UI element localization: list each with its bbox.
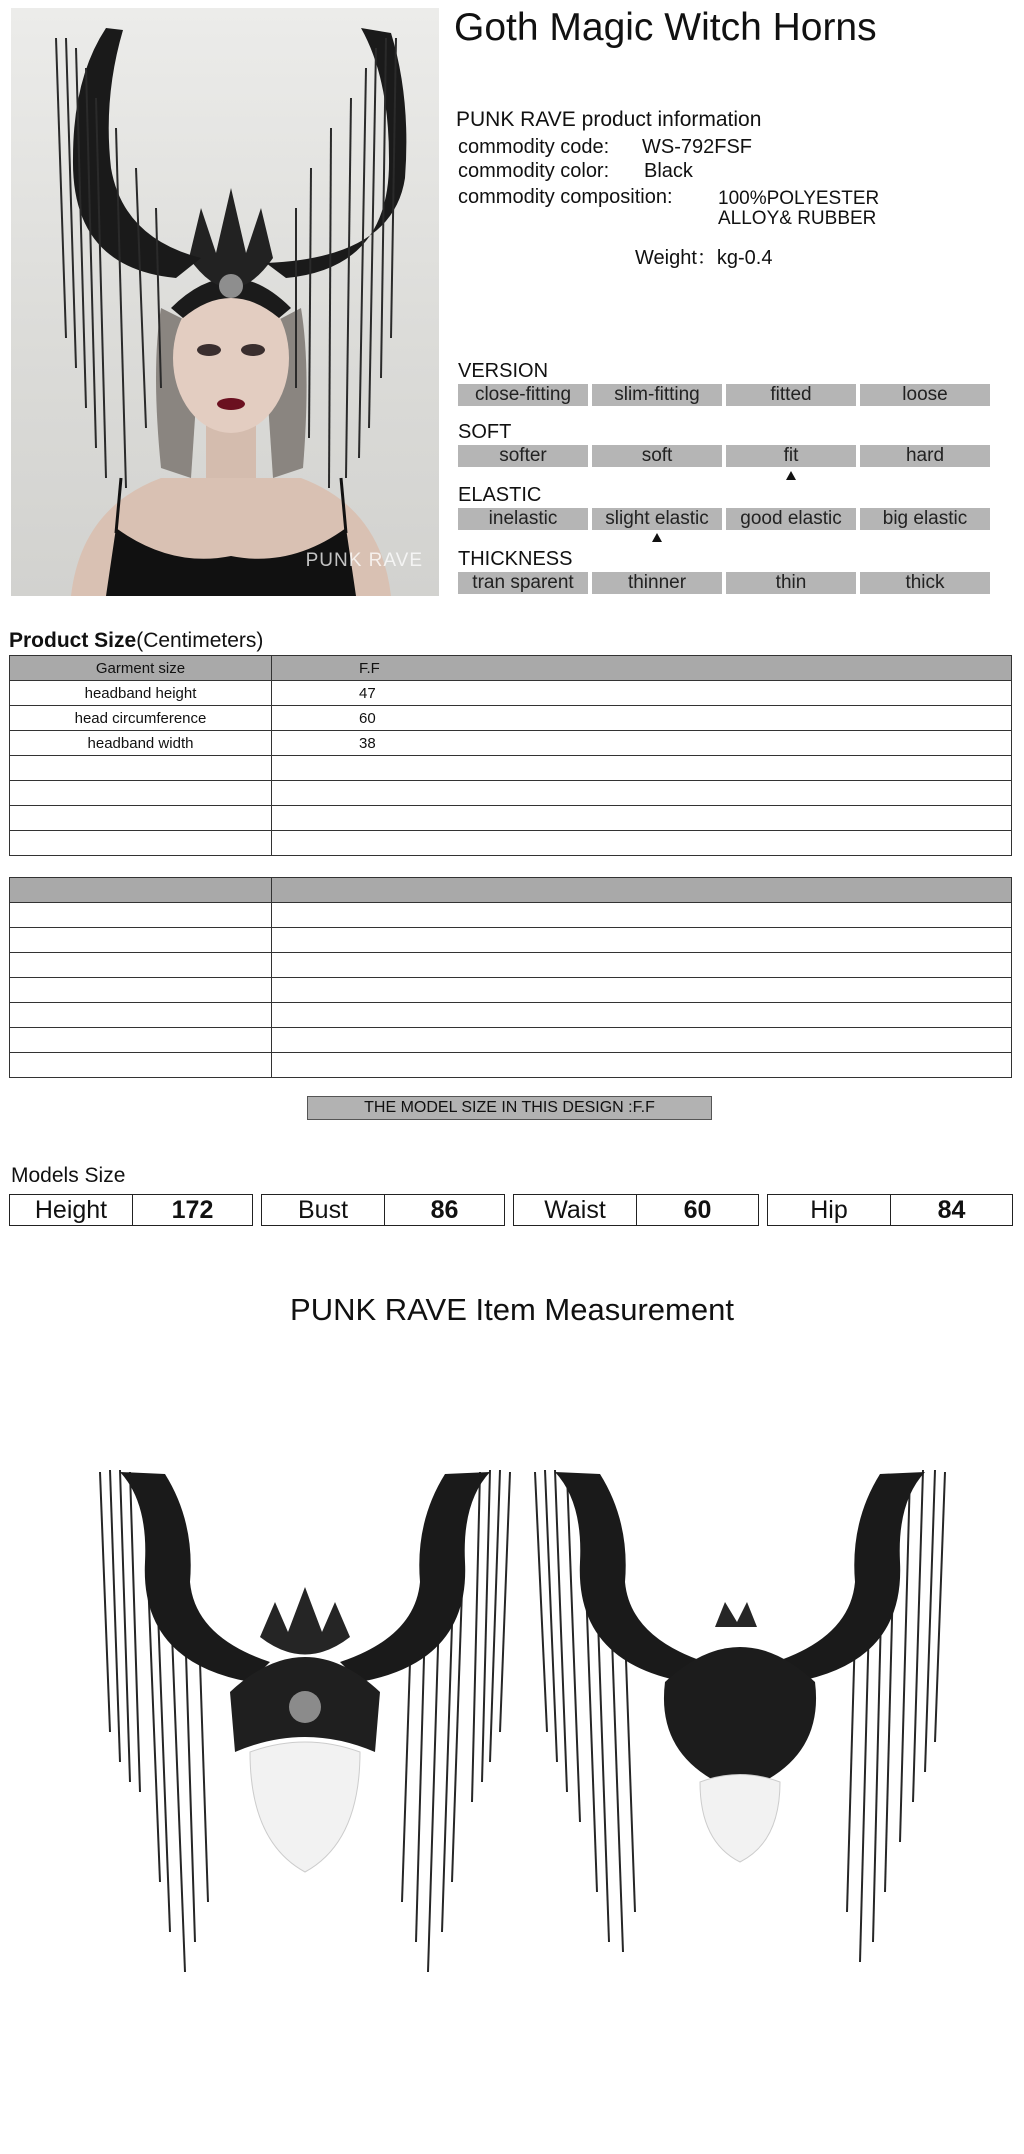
empty-cell [272, 903, 1012, 928]
product-size-title [9, 629, 263, 653]
empty-cell [272, 781, 1012, 806]
thickness-label: THICKNESS [458, 548, 573, 570]
table-row [10, 1053, 1012, 1078]
color-row [458, 160, 878, 184]
thickness-option: thinner [592, 572, 722, 594]
version-label: VERSION [458, 360, 549, 382]
product-size-heading: Product Size [9, 629, 137, 652]
composition-label: commodity composition: [458, 186, 673, 208]
model-size-banner: THE MODEL SIZE IN THIS DESIGN :F.F [307, 1096, 712, 1120]
version-option: fitted [726, 384, 856, 406]
model-wearing-horns-illustration [11, 8, 439, 596]
empty-cell [272, 1003, 1012, 1028]
row-label: headband width [10, 731, 272, 756]
thickness-option: thin [726, 572, 856, 594]
table-row [10, 1028, 1012, 1053]
row-value: 47 [272, 681, 1012, 706]
empty-cell [272, 1028, 1012, 1053]
empty-cell [272, 831, 1012, 856]
info-heading: PUNK RAVE product information [456, 108, 762, 131]
elastic-option: slight elastic [592, 508, 722, 530]
code-label: commodity code: [458, 136, 610, 158]
product-size-unit: (Centimeters) [136, 629, 264, 652]
elastic-option: good elastic [726, 508, 856, 530]
size-table-header [10, 656, 1012, 681]
elastic-option: inelastic [458, 508, 588, 530]
row-value: 60 [272, 706, 1012, 731]
measurement-title: PUNK RAVE Item Measurement [290, 1292, 734, 1327]
elastic-selected-marker [652, 533, 662, 542]
blank-size-table [9, 877, 1012, 1078]
soft-label: SOFT [458, 421, 512, 443]
header-cell: F.F [272, 656, 1012, 681]
waist-value: 60 [636, 1194, 759, 1226]
empty-cell [10, 1003, 272, 1028]
empty-cell [10, 953, 272, 978]
version-option: close-fitting [458, 384, 588, 406]
soft-option: soft [592, 445, 722, 467]
hip-value: 84 [890, 1194, 1013, 1226]
empty-cell [272, 756, 1012, 781]
table-row [10, 681, 1012, 706]
models-size-title: Models Size [11, 1164, 126, 1187]
table-row [10, 731, 1012, 756]
color-label: commodity color: [458, 160, 610, 182]
table-row [10, 953, 1012, 978]
composition-row [458, 186, 908, 234]
bust-label: Bust [261, 1194, 385, 1226]
empty-cell [10, 806, 272, 831]
table-row [10, 756, 1012, 781]
empty-cell [10, 831, 272, 856]
soft-option: fit [726, 445, 856, 467]
table-row [10, 831, 1012, 856]
empty-cell [10, 978, 272, 1003]
empty-cell [272, 953, 1012, 978]
soft-selected-marker [786, 471, 796, 480]
table-row [10, 1003, 1012, 1028]
soft-option: softer [458, 445, 588, 467]
composition-line-2: ALLOY& RUBBER [718, 208, 877, 229]
photo-watermark: PUNK RAVE [305, 550, 423, 571]
thickness-option: tran sparent [458, 572, 588, 594]
product-photo [11, 8, 439, 596]
table-row [10, 806, 1012, 831]
table-row [10, 781, 1012, 806]
empty-cell [10, 781, 272, 806]
empty-cell [272, 806, 1012, 831]
row-label: headband height [10, 681, 272, 706]
version-option: loose [860, 384, 990, 406]
horns-front-view-image [90, 1462, 520, 1982]
horns-back-view-image [525, 1462, 955, 1982]
height-value: 172 [132, 1194, 253, 1226]
composition-line-1: 100%POLYESTER [718, 188, 880, 209]
empty-cell [10, 928, 272, 953]
bust-value: 86 [384, 1194, 505, 1226]
elastic-label: ELASTIC [458, 484, 542, 506]
empty-cell [272, 878, 1012, 903]
table-row [10, 978, 1012, 1003]
elastic-option: big elastic [860, 508, 990, 530]
soft-option: hard [860, 445, 990, 467]
empty-cell [10, 1028, 272, 1053]
thickness-option: thick [860, 572, 990, 594]
weight: Weight：kg-0.4 [635, 247, 773, 269]
row-value: 38 [272, 731, 1012, 756]
empty-cell [272, 978, 1012, 1003]
table-row [10, 706, 1012, 731]
empty-cell [10, 878, 272, 903]
empty-cell [10, 903, 272, 928]
version-option: slim-fitting [592, 384, 722, 406]
height-label: Height [9, 1194, 133, 1226]
empty-cell [272, 1053, 1012, 1078]
product-title: Goth Magic Witch Horns [454, 6, 877, 49]
code-value: WS-792FSF [642, 136, 753, 158]
hip-label: Hip [767, 1194, 891, 1226]
empty-cell [272, 928, 1012, 953]
header-cell: Garment size [10, 656, 272, 681]
table-row [10, 928, 1012, 953]
table-row [10, 903, 1012, 928]
color-value: Black [644, 160, 693, 182]
empty-cell [10, 1053, 272, 1078]
size-table [9, 655, 1012, 856]
empty-cell [10, 756, 272, 781]
blank-table-header [10, 878, 1012, 903]
row-label: head circumference [10, 706, 272, 731]
waist-label: Waist [513, 1194, 637, 1226]
code-row [458, 136, 878, 160]
